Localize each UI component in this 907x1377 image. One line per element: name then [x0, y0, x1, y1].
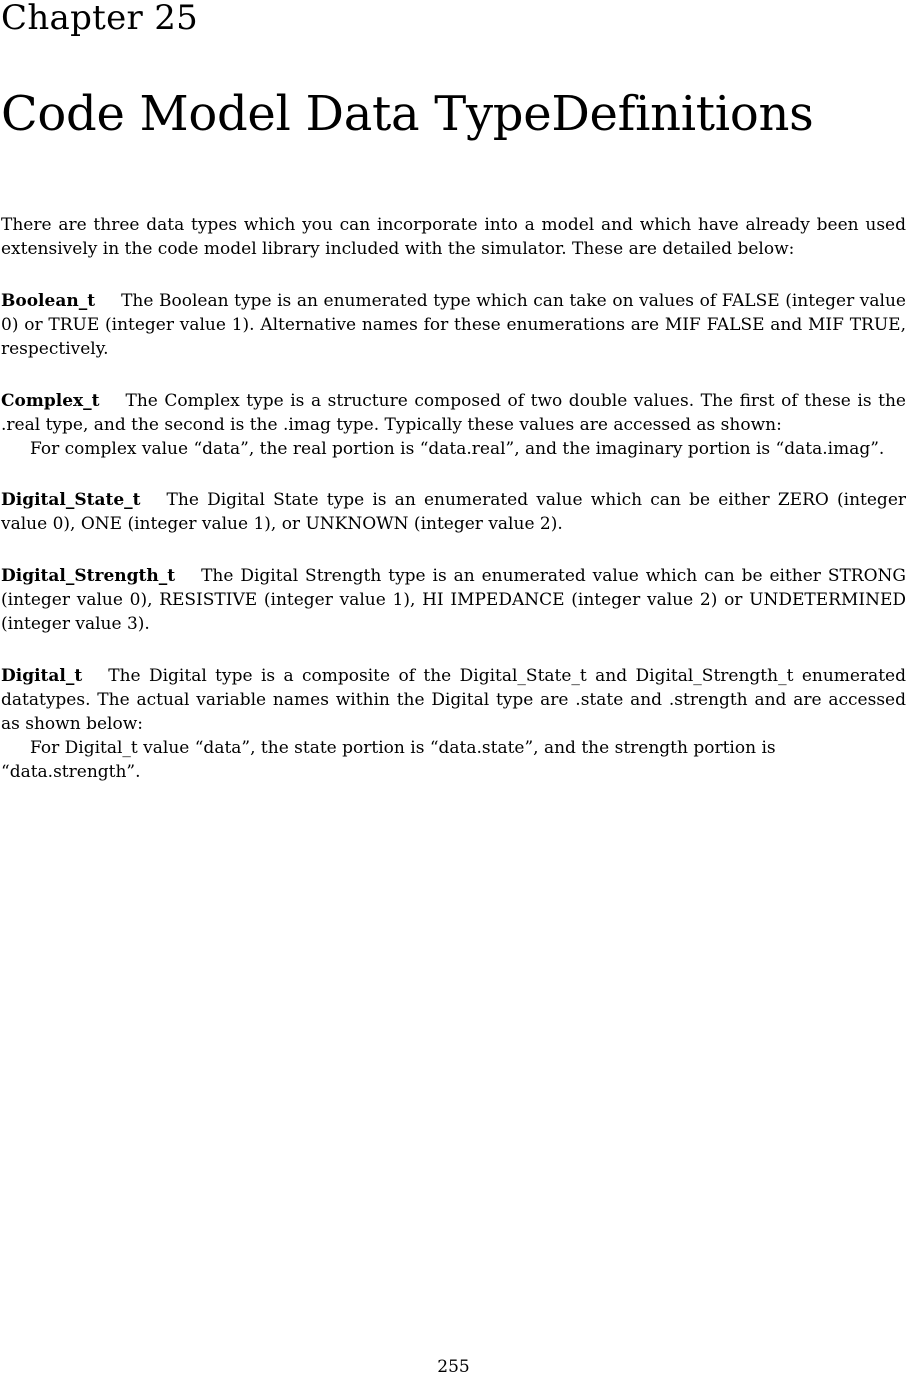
definition-description: The Digital Strength type is an enumerated value which can be either STRONG (integer value 0), RESISTIVE (integer value 1), HI IMPEDANCE (integer value 2) or UNDETERMINED (integer value 3). — [1, 566, 906, 634]
chapter-title: Code Model Data TypeDefinitions — [1, 86, 814, 142]
definition-description: The Boolean type is an enumerated type which can take on values of FALSE (integer value 0) or TRUE (integer value 1). Alternative names for these enumerations are MIF FALSE and MIF TRUE, respectively. — [1, 291, 906, 359]
page-number: 255 — [437, 1357, 470, 1377]
intro-paragraph — [1, 213, 906, 261]
definition-description: The Complex type is a structure composed of two double values. The first of these is the .real type, and the second is the .imag type. Typically these values are accessed as shown: — [1, 391, 906, 435]
definition-term: Digital_State_t — [1, 490, 141, 510]
definition-term: Digital_t — [1, 666, 83, 686]
definition-description: The Digital type is a composite of the Digital_State_t and Digital_Strength_t enumerated datatypes. The actual variable names within the Digital type are .state and .strength and are accessed as shown below: — [1, 666, 906, 734]
definition-description: The Digital State type is an enumerated value which can be either ZERO (integer value 0), ONE (integer value 1), or UNKNOWN (integer value 2). — [1, 490, 906, 534]
definition-term: Digital_Strength_t — [1, 566, 176, 586]
definition-term: Complex_t — [1, 391, 100, 411]
intro-text: There are three data types which you can incorporate into a model and which have already been used extensively in the code model library included with the simulator. These are detailed below: — [1, 215, 906, 259]
definition-digital-state — [1, 488, 906, 536]
definition-digital-strength — [1, 564, 906, 636]
definition-note: For Digital_t value “data”, the state portion is “data.state”, and the strength portion is “data.strength”. — [1, 738, 776, 782]
definition-complex — [1, 389, 906, 461]
definition-digital — [1, 664, 906, 784]
definition-boolean — [1, 289, 906, 361]
chapter-label: Chapter 25 — [1, 0, 199, 38]
definition-term: Boolean_t — [1, 291, 96, 311]
definition-note: For complex value “data”, the real portion is “data.real”, and the imaginary portion is “data.imag”. — [30, 439, 885, 459]
